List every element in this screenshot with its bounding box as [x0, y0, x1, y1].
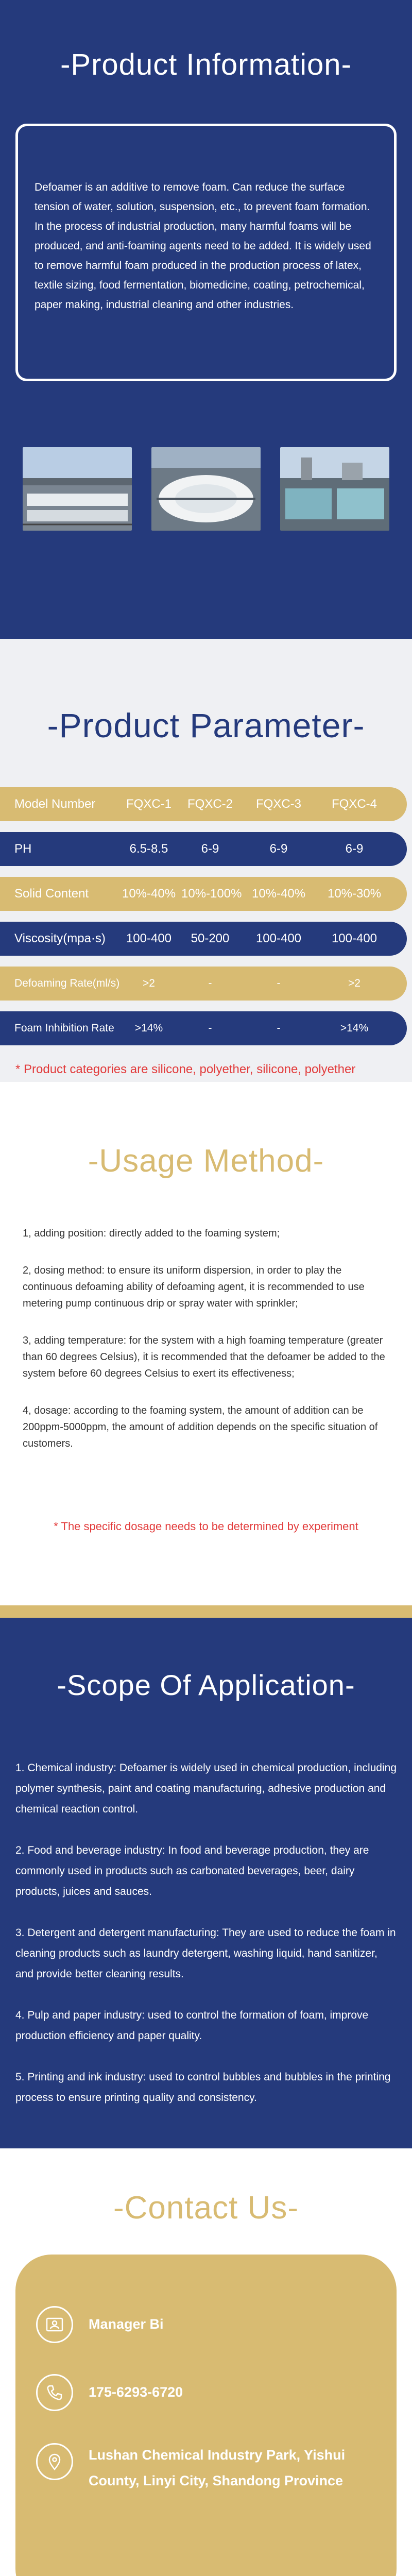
usage-method-list — [23, 1225, 393, 1472]
contact-phone-row — [36, 2374, 183, 2411]
contact-us-title: -Contact Us- — [113, 2190, 299, 2226]
parameter-value: 6-9 — [201, 842, 219, 856]
parameter-value: 6-9 — [269, 842, 288, 856]
product-parameter-title: -Product Parameter- — [47, 706, 365, 744]
parameter-value: >14% — [134, 1022, 163, 1034]
contact-us-section — [0, 2148, 412, 2576]
product-information-box — [15, 124, 397, 381]
parameter-label: Viscosity(mpa·s) — [14, 931, 106, 945]
usage-method-title: -Usage Method- — [88, 1143, 324, 1179]
parameter-value: - — [208, 977, 212, 989]
product-information-text: Defoamer is an additive to remove foam. Can reduce the surface tension of water, solution, suspension, etc., to prevent foam formation. In the process of industrial production, many harmful foams will be produced, and anti-foaming agents need to be added. It is widely used to remove harmful foam produced in the production process of latex, textile sizing, food fermentation, biomedicine, coating, petrochemical, paper making, industrial cleaning and other industries. — [35, 181, 371, 311]
parameter-value: 100-400 — [331, 931, 377, 945]
parameter-value: 100-400 — [255, 931, 302, 945]
parameter-label: PH — [14, 842, 32, 856]
usage-item: 2, dosing method: to ensure its uniform dispersion, in order to play the continuous defoaming ability of defoaming agent, it is recommended to use metering pump continuous drip or spray water with sprinkler; — [23, 1265, 365, 1309]
parameter-row-solid-content — [0, 877, 407, 911]
parameter-row-model — [0, 787, 407, 821]
usage-item: 1, adding position: directly added to the foaming system; — [23, 1228, 280, 1239]
parameter-row-viscosity — [0, 922, 407, 956]
scope-item: 3. Detergent and detergent manufacturing: They are used to reduce the foam in cleaning products such as laundry detergent, washing liquid, hand sanitizer, and provide better cleaning results. — [15, 1927, 396, 1980]
parameter-value: 10%-40% — [251, 887, 306, 901]
parameter-value: FQXC-4 — [331, 797, 377, 811]
parameter-row-foam-inhibition — [0, 1011, 407, 1045]
contact-address: Lushan Chemical Industry Park, Yishui County, Linyi City, Shandong Province — [89, 2447, 346, 2488]
product-information-section — [0, 0, 412, 639]
gold-divider-strip — [0, 1605, 412, 1618]
parameter-value: 10%-30% — [327, 887, 382, 901]
contact-name-row — [36, 2306, 164, 2343]
parameter-label: Solid Content — [14, 887, 89, 901]
usage-item: 4, dosage: according to the foaming system, the amount of addition can be 200ppm-5000ppm, the amount of addition depends on the specific situation of customers. — [23, 1405, 378, 1449]
scope-item: 5. Printing and ink industry: used to control bubbles and bubbles in the printing process to ensure printing quality and consistency. — [15, 2071, 391, 2104]
parameter-note: * Product categories are silicone, polyether, silicone, polyether — [15, 1062, 356, 1076]
scope-item: 2. Food and beverage industry: In food and beverage production, they are commonly used in products such as carbonated beverages, beer, dairy products, juices and sauces. — [15, 1844, 369, 1897]
usage-item: 3, adding temperature: for the system with a high foaming temperature (greater than 60 degrees Celsius), it is recommended that the defoamer be added to the system before 60 degrees Celsius to exert its effectiveness; — [23, 1335, 385, 1379]
parameter-value: FQXC-2 — [187, 797, 233, 811]
parameter-row-defoaming-rate — [0, 967, 407, 1001]
scope-item: 1. Chemical industry: Defoamer is widely used in chemical production, including polymer synthesis, paint and coating manufacturing, adhesive production and chemical reaction control. — [15, 1762, 397, 1815]
scope-item: 4. Pulp and paper industry: used to control the formation of foam, improve production efficiency and paper quality. — [15, 2009, 369, 2042]
parameter-value: - — [277, 1022, 281, 1034]
parameter-label: Model Number — [14, 797, 96, 811]
parameter-value: 6.5-8.5 — [129, 842, 168, 856]
plant-photo-1 — [23, 447, 132, 531]
parameter-value: FQXC-1 — [126, 797, 171, 811]
plant-photo-2 — [151, 447, 261, 531]
parameter-value: - — [208, 1022, 212, 1034]
contact-address-row — [36, 2443, 356, 2494]
scope-of-application-section — [0, 1618, 412, 2148]
parameter-value: >14% — [340, 1022, 369, 1034]
parameter-value: 50-200 — [191, 931, 230, 945]
product-parameter-section — [0, 639, 412, 1082]
parameter-row-ph — [0, 832, 407, 866]
product-information-title: -Product Information- — [60, 48, 352, 81]
parameter-value: >2 — [143, 977, 155, 989]
scope-of-application-list — [15, 1758, 397, 2129]
parameter-value: FQXC-3 — [255, 797, 301, 811]
id-card-icon — [36, 2306, 73, 2343]
location-pin-icon — [36, 2443, 73, 2480]
contact-card — [15, 2255, 397, 2576]
parameter-value: - — [277, 977, 281, 989]
usage-method-section — [0, 1082, 412, 1618]
plant-photo-3 — [280, 447, 389, 531]
parameter-value: 100-400 — [126, 931, 172, 945]
usage-note: * The specific dosage needs to be determined by experiment — [54, 1520, 358, 1533]
plant-photo-strip — [23, 447, 389, 531]
parameter-value: 6-9 — [345, 842, 364, 856]
parameter-value: >2 — [348, 977, 360, 989]
contact-name: Manager Bi — [89, 2316, 164, 2332]
scope-of-application-title: -Scope Of Application- — [57, 1669, 355, 1701]
parameter-label: Defoaming Rate(ml/s) — [14, 977, 120, 989]
phone-icon — [36, 2374, 73, 2411]
parameter-value: 10%-40% — [122, 887, 176, 901]
parameter-label: Foam Inhibition Rate — [14, 1022, 114, 1034]
contact-phone[interactable]: 175-6293-6720 — [89, 2384, 183, 2400]
parameter-value: 10%-100% — [181, 887, 242, 901]
